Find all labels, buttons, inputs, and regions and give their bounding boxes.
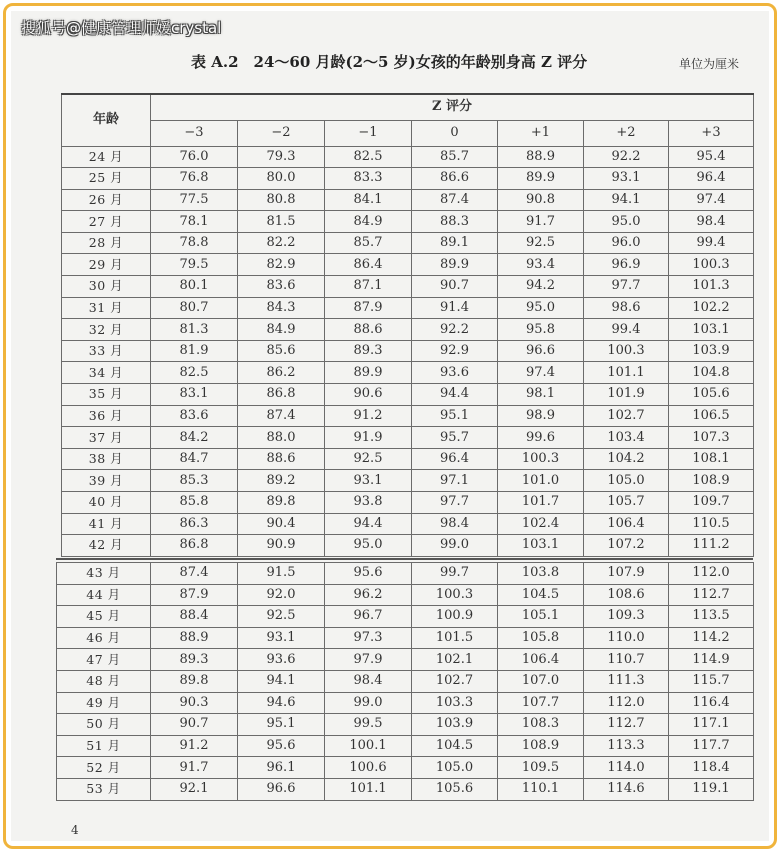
table-row [62,319,754,341]
month-cell: 46 月 [57,627,151,649]
table-title: 表 A.2 24～60 月龄(2～5 岁)女孩的年龄别身高 Z 评分 [191,53,588,71]
height-value-cell: 97.7 [412,492,498,514]
height-value-cell: 108.1 [669,448,754,470]
month-cell: 38 月 [62,448,151,470]
height-value-cell: 101.5 [412,627,498,649]
height-value-cell: 118.4 [669,757,754,779]
height-value-cell: 108.9 [498,735,584,757]
height-value-cell: 87.9 [151,584,238,606]
height-value-cell: 113.3 [584,735,669,757]
height-value-cell: 86.6 [412,168,498,190]
table-row [62,513,754,535]
height-value-cell: 90.9 [238,535,325,557]
month-cell: 41 月 [62,513,151,535]
month-cell: 44 月 [57,584,151,606]
height-value-cell: 103.8 [498,563,584,585]
height-value-cell: 91.7 [151,757,238,779]
height-value-cell: 96.7 [325,606,412,628]
height-value-cell: 88.3 [412,211,498,233]
height-value-cell: 86.8 [238,384,325,406]
height-value-cell: 107.9 [584,563,669,585]
table-row [62,168,754,190]
height-value-cell: 89.2 [238,470,325,492]
height-value-cell: 76.8 [151,168,238,190]
height-value-cell: 110.7 [584,649,669,671]
height-value-cell: 86.3 [151,513,238,535]
height-value-cell: 100.3 [669,254,754,276]
height-value-cell: 94.2 [498,276,584,298]
height-value-cell: 91.4 [412,297,498,319]
height-value-cell: 82.5 [325,146,412,168]
sd-header-cell: −2 [238,120,325,146]
month-cell: 31 月 [62,297,151,319]
height-value-cell: 103.3 [412,692,498,714]
height-value-cell: 102.2 [669,297,754,319]
height-value-cell: 88.6 [238,448,325,470]
height-value-cell: 114.6 [584,778,669,800]
height-value-cell: 94.4 [412,384,498,406]
height-value-cell: 95.1 [412,405,498,427]
height-value-cell: 105.0 [412,757,498,779]
height-value-cell: 86.4 [325,254,412,276]
month-cell: 26 月 [62,189,151,211]
height-value-cell: 109.3 [584,606,669,628]
height-value-cell: 112.0 [584,692,669,714]
height-value-cell: 76.0 [151,146,238,168]
height-value-cell: 97.4 [669,189,754,211]
month-cell: 51 月 [57,735,151,757]
z-score-table-bottom [56,562,754,801]
height-value-cell: 94.1 [584,189,669,211]
sd-header-row [62,120,754,146]
table-row [62,492,754,514]
height-value-cell: 97.4 [498,362,584,384]
height-value-cell: 90.8 [498,189,584,211]
height-value-cell: 94.1 [238,670,325,692]
height-value-cell: 95.0 [584,211,669,233]
height-value-cell: 78.8 [151,232,238,254]
height-value-cell: 96.4 [669,168,754,190]
height-value-cell: 87.1 [325,276,412,298]
height-value-cell: 112.7 [669,584,754,606]
height-value-cell: 89.8 [151,670,238,692]
height-value-cell: 108.6 [584,584,669,606]
height-value-cell: 92.1 [151,778,238,800]
height-value-cell: 94.4 [325,513,412,535]
height-value-cell: 106.5 [669,405,754,427]
height-value-cell: 91.9 [325,427,412,449]
height-value-cell: 96.9 [584,254,669,276]
height-value-cell: 90.3 [151,692,238,714]
height-value-cell: 92.5 [238,606,325,628]
height-value-cell: 86.2 [238,362,325,384]
month-cell: 33 月 [62,340,151,362]
month-cell: 29 月 [62,254,151,276]
height-value-cell: 100.1 [325,735,412,757]
sd-header-cell: +3 [669,120,754,146]
height-value-cell: 109.5 [498,757,584,779]
height-value-cell: 117.1 [669,714,754,736]
height-value-cell: 114.9 [669,649,754,671]
height-value-cell: 94.6 [238,692,325,714]
table-row [57,606,754,628]
height-value-cell: 112.7 [584,714,669,736]
height-value-cell: 85.6 [238,340,325,362]
height-value-cell: 91.7 [498,211,584,233]
height-value-cell: 102.4 [498,513,584,535]
height-value-cell: 110.1 [498,778,584,800]
height-value-cell: 85.3 [151,470,238,492]
height-value-cell: 106.4 [498,649,584,671]
height-value-cell: 88.4 [151,606,238,628]
height-value-cell: 91.5 [238,563,325,585]
unit-label: 单位为厘米 [679,57,740,71]
height-value-cell: 97.1 [412,470,498,492]
height-value-cell: 93.1 [584,168,669,190]
height-value-cell: 88.6 [325,319,412,341]
height-value-cell: 95.0 [325,535,412,557]
height-value-cell: 85.7 [412,146,498,168]
sd-header-cell: −3 [151,120,238,146]
height-value-cell: 99.7 [412,563,498,585]
height-value-cell: 92.0 [238,584,325,606]
height-value-cell: 105.7 [584,492,669,514]
month-cell: 34 月 [62,362,151,384]
month-cell: 36 月 [62,405,151,427]
height-value-cell: 80.1 [151,276,238,298]
month-cell: 40 月 [62,492,151,514]
table-row [62,340,754,362]
height-value-cell: 96.6 [498,340,584,362]
document-page [11,11,769,841]
height-value-cell: 88.0 [238,427,325,449]
month-cell: 39 月 [62,470,151,492]
height-value-cell: 89.9 [412,254,498,276]
height-value-cell: 95.6 [238,735,325,757]
height-value-cell: 110.0 [584,627,669,649]
height-value-cell: 100.3 [412,584,498,606]
height-value-cell: 90.7 [151,714,238,736]
table-row [62,254,754,276]
height-value-cell: 84.9 [325,211,412,233]
table-row [57,757,754,779]
height-value-cell: 92.2 [584,146,669,168]
month-cell: 47 月 [57,649,151,671]
height-value-cell: 80.8 [238,189,325,211]
height-value-cell: 91.2 [325,405,412,427]
height-value-cell: 89.9 [498,168,584,190]
height-value-cell: 119.1 [669,778,754,800]
height-value-cell: 79.3 [238,146,325,168]
height-value-cell: 96.4 [412,448,498,470]
table-row [62,211,754,233]
height-value-cell: 77.5 [151,189,238,211]
table-row [57,584,754,606]
height-value-cell: 95.6 [325,563,412,585]
height-value-cell: 87.4 [238,405,325,427]
height-value-cell: 102.7 [584,405,669,427]
height-value-cell: 101.7 [498,492,584,514]
height-value-cell: 89.3 [151,649,238,671]
height-value-cell: 111.2 [669,535,754,557]
height-value-cell: 107.2 [584,535,669,557]
height-value-cell: 114.2 [669,627,754,649]
height-value-cell: 101.1 [325,778,412,800]
height-value-cell: 96.2 [325,584,412,606]
table-row [62,384,754,406]
height-value-cell: 93.4 [498,254,584,276]
month-cell: 49 月 [57,692,151,714]
height-value-cell: 78.1 [151,211,238,233]
height-value-cell: 115.7 [669,670,754,692]
height-value-cell: 104.5 [498,584,584,606]
height-value-cell: 102.7 [412,670,498,692]
height-value-cell: 92.5 [498,232,584,254]
height-value-cell: 82.5 [151,362,238,384]
height-value-cell: 100.9 [412,606,498,628]
table-row [62,232,754,254]
height-value-cell: 91.2 [151,735,238,757]
height-value-cell: 88.9 [151,627,238,649]
height-value-cell: 99.6 [498,427,584,449]
height-value-cell: 95.8 [498,319,584,341]
height-value-cell: 81.9 [151,340,238,362]
height-value-cell: 105.0 [584,470,669,492]
sd-header-cell: +1 [498,120,584,146]
height-value-cell: 89.3 [325,340,412,362]
height-value-cell: 110.5 [669,513,754,535]
height-value-cell: 99.0 [412,535,498,557]
height-value-cell: 87.4 [412,189,498,211]
height-value-cell: 98.9 [498,405,584,427]
height-value-cell: 107.0 [498,670,584,692]
height-value-cell: 79.5 [151,254,238,276]
height-value-cell: 107.3 [669,427,754,449]
table-row [62,276,754,298]
watermark: 搜狐号@健康管理师媛crystal [21,19,222,37]
height-value-cell: 81.5 [238,211,325,233]
sd-header-cell: +2 [584,120,669,146]
height-value-cell: 114.0 [584,757,669,779]
height-value-cell: 95.4 [669,146,754,168]
height-value-cell: 101.3 [669,276,754,298]
height-value-cell: 92.5 [325,448,412,470]
height-value-cell: 95.1 [238,714,325,736]
height-value-cell: 105.6 [669,384,754,406]
page-number: 4 [71,823,79,837]
z-score-table-top [61,93,754,557]
table-row [62,189,754,211]
table-row [57,714,754,736]
height-value-cell: 105.1 [498,606,584,628]
height-value-cell: 99.4 [669,232,754,254]
height-value-cell: 92.9 [412,340,498,362]
height-value-cell: 104.8 [669,362,754,384]
height-value-cell: 83.3 [325,168,412,190]
height-value-cell: 108.9 [669,470,754,492]
height-value-cell: 108.3 [498,714,584,736]
month-cell: 50 月 [57,714,151,736]
month-cell: 27 月 [62,211,151,233]
height-value-cell: 83.6 [238,276,325,298]
height-value-cell: 90.7 [412,276,498,298]
table-row [62,297,754,319]
height-value-cell: 88.9 [498,146,584,168]
height-value-cell: 105.6 [412,778,498,800]
table-row [62,405,754,427]
height-value-cell: 93.6 [238,649,325,671]
height-value-cell: 104.5 [412,735,498,757]
height-value-cell: 97.9 [325,649,412,671]
table-row [62,448,754,470]
table-row [62,427,754,449]
sd-header-cell: −1 [325,120,412,146]
month-cell: 43 月 [57,563,151,585]
height-value-cell: 113.5 [669,606,754,628]
height-value-cell: 90.4 [238,513,325,535]
table-row [57,627,754,649]
month-cell: 25 月 [62,168,151,190]
height-value-cell: 103.1 [669,319,754,341]
height-value-cell: 101.9 [584,384,669,406]
table-row [57,649,754,671]
table-row [62,146,754,168]
month-cell: 53 月 [57,778,151,800]
height-value-cell: 80.7 [151,297,238,319]
height-value-cell: 81.3 [151,319,238,341]
height-value-cell: 87.9 [325,297,412,319]
height-value-cell: 90.6 [325,384,412,406]
table-row [57,692,754,714]
height-value-cell: 93.1 [238,627,325,649]
height-value-cell: 89.8 [238,492,325,514]
height-value-cell: 109.7 [669,492,754,514]
height-value-cell: 97.3 [325,627,412,649]
table-row [57,778,754,800]
height-value-cell: 103.9 [412,714,498,736]
height-value-cell: 84.1 [325,189,412,211]
table-row [62,535,754,557]
height-value-cell: 80.0 [238,168,325,190]
month-cell: 42 月 [62,535,151,557]
table-break-line [56,558,753,560]
height-value-cell: 103.9 [669,340,754,362]
height-value-cell: 92.2 [412,319,498,341]
height-value-cell: 83.6 [151,405,238,427]
height-value-cell: 106.4 [584,513,669,535]
height-value-cell: 99.0 [325,692,412,714]
month-cell: 28 月 [62,232,151,254]
height-value-cell: 86.8 [151,535,238,557]
table-row [62,362,754,384]
month-cell: 48 月 [57,670,151,692]
height-value-cell: 93.6 [412,362,498,384]
height-value-cell: 84.7 [151,448,238,470]
month-cell: 32 月 [62,319,151,341]
table-row [62,470,754,492]
table-row [57,563,754,585]
height-value-cell: 96.6 [238,778,325,800]
height-value-cell: 116.4 [669,692,754,714]
age-header: 年龄 [62,94,151,146]
height-value-cell: 98.4 [669,211,754,233]
sd-header-cell: 0 [412,120,498,146]
month-cell: 30 月 [62,276,151,298]
height-value-cell: 95.7 [412,427,498,449]
height-value-cell: 101.1 [584,362,669,384]
height-value-cell: 85.7 [325,232,412,254]
month-cell: 45 月 [57,606,151,628]
height-value-cell: 112.0 [669,563,754,585]
height-value-cell: 82.2 [238,232,325,254]
table-row [57,735,754,757]
height-value-cell: 105.8 [498,627,584,649]
height-value-cell: 87.4 [151,563,238,585]
height-value-cell: 97.7 [584,276,669,298]
height-value-cell: 84.9 [238,319,325,341]
height-value-cell: 98.4 [412,513,498,535]
height-value-cell: 99.5 [325,714,412,736]
height-value-cell: 96.1 [238,757,325,779]
height-value-cell: 84.2 [151,427,238,449]
height-value-cell: 93.8 [325,492,412,514]
z-score-header: Z 评分 [151,94,754,120]
height-value-cell: 96.0 [584,232,669,254]
height-value-cell: 82.9 [238,254,325,276]
month-cell: 37 月 [62,427,151,449]
height-value-cell: 101.0 [498,470,584,492]
height-value-cell: 100.3 [584,340,669,362]
height-value-cell: 117.7 [669,735,754,757]
height-value-cell: 107.7 [498,692,584,714]
height-value-cell: 111.3 [584,670,669,692]
month-cell: 52 月 [57,757,151,779]
height-value-cell: 103.1 [498,535,584,557]
height-value-cell: 98.1 [498,384,584,406]
height-value-cell: 95.0 [498,297,584,319]
height-value-cell: 98.4 [325,670,412,692]
height-value-cell: 85.8 [151,492,238,514]
height-value-cell: 89.9 [325,362,412,384]
height-value-cell: 104.2 [584,448,669,470]
height-value-cell: 98.6 [584,297,669,319]
month-cell: 24 月 [62,146,151,168]
table-row [57,670,754,692]
height-value-cell: 84.3 [238,297,325,319]
height-value-cell: 89.1 [412,232,498,254]
height-value-cell: 93.1 [325,470,412,492]
month-cell: 35 月 [62,384,151,406]
height-value-cell: 100.3 [498,448,584,470]
image-frame [3,3,777,849]
height-value-cell: 102.1 [412,649,498,671]
height-value-cell: 100.6 [325,757,412,779]
height-value-cell: 103.4 [584,427,669,449]
height-value-cell: 99.4 [584,319,669,341]
height-value-cell: 83.1 [151,384,238,406]
